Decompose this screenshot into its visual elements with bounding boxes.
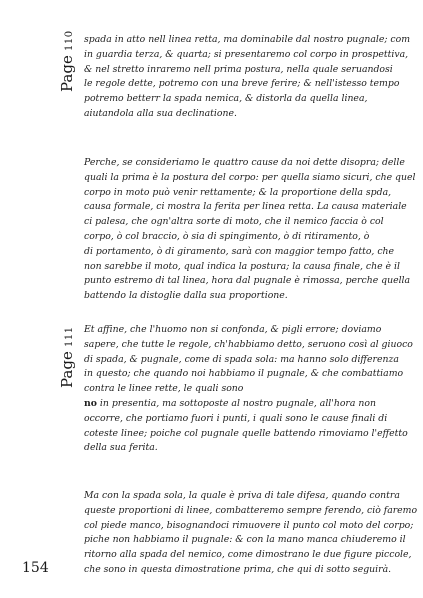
- margin-page-label-111: [58, 326, 76, 388]
- text-line: le regole dette, potremo con una breve ferire; & nell'istesso tempo: [84, 78, 400, 90]
- paragraph-2: [84, 156, 416, 304]
- text-line: della sua ferita.: [84, 442, 158, 454]
- text-line: piche non habbiamo il pugnale: & con la mano manca chiuderemo il: [84, 534, 406, 546]
- text-line: & nel stretto inraremo nell prima postura, nella quale seruandosi: [84, 63, 393, 75]
- paragraph-3: [84, 323, 413, 456]
- text-line: aiutandola alla sua declinatione.: [84, 107, 237, 119]
- text-line: Perche, se consideriamo le quattro cause da noi dette disopra; delle: [84, 157, 405, 168]
- text-line: causa formale, ci mostra la ferita per linea retta. La causa materiale: [84, 201, 407, 213]
- margin-page-number: 111: [64, 326, 75, 348]
- text-line: no in presentia, ma sottoposte al nostro pugnale, all'hora non: [84, 397, 376, 409]
- text-line: occorre, che portiamo fuori i punti, i quali sono le cause finali di: [84, 412, 388, 424]
- text-line: Et affine, che l'huomo non si confonda, & pigli errore; doviamo: [84, 324, 382, 335]
- paragraph-1: [84, 33, 411, 122]
- margin-page-label-110: [58, 30, 76, 92]
- text-line: in questo; che quando noi habbiamo il pugnale, & che combattiamo: [84, 368, 404, 380]
- text-line: col piede manco, bisognandoci rimuovere il punto col moto del corpo;: [84, 519, 414, 531]
- text-line: punto estremo di tal linea, hora dal pugnale è rimossa, perche quella: [84, 275, 411, 287]
- text-line: queste proportioni di linee, combatteremo sempre ferendo, ciò faremo: [84, 504, 418, 516]
- text-line: in guardia terza, & quarta; si presentaremo col corpo in prospettiva,: [84, 48, 409, 60]
- text-line: spada in atto nell linea retta, ma dominabile dal nostro pugnale; com: [84, 34, 411, 45]
- text-line: di spada, & pugnale, come di spada sola: ma hanno solo differenza: [84, 353, 399, 365]
- text-line: ritorno alla spada del nemico, come dimostrano le due figure piccole,: [84, 549, 412, 561]
- text-line: coteste linee; poiche col pugnale quelle battendo rimoviamo l'effetto: [84, 427, 408, 439]
- text-line: quali la prima è la postura del corpo: per quella siamo sicuri, che quel: [84, 171, 416, 183]
- margin-page-number: 110: [64, 30, 75, 52]
- margin-page-word: Page: [58, 351, 76, 388]
- text-line: di portamento, ò di giramento, sarà con maggior tempo fatto, che: [84, 245, 395, 257]
- text-line: contra le linee rette, le quali sono: [84, 383, 244, 395]
- text-line: potremo betterr la spada nemica, & distorla da quella linea,: [84, 93, 368, 105]
- text-line: corpo, ò col braccio, ò sia di spingimento, ò di ritiramento, ò: [84, 230, 370, 242]
- page-number: 154: [22, 560, 49, 576]
- text-line: Ma con la spada sola, la quale è priva di tale difesa, quando contra: [84, 490, 400, 501]
- text-line: sapere, che tutte le regole, ch'habbiamo detto, seruono così al giuoco: [84, 338, 413, 350]
- text-line: battendo la distoglie dalla sua proportione.: [84, 290, 288, 302]
- text-line: ci palesa, che ogn'altra sorte di moto, che il nemico faccia ò col: [84, 216, 384, 228]
- text-line: che sono in questa dimostratione prima, che qui di sotto seguirà.: [84, 563, 392, 575]
- bold-prefix: no: [84, 397, 97, 409]
- margin-page-word: Page: [58, 55, 76, 92]
- paragraph-4: [84, 489, 418, 578]
- text-line: non sarebbe il moto, qual indica la postura; la causa finale, che è il: [84, 260, 400, 272]
- text-line: corpo in moto può venir rettamente; & la proportione della spda,: [84, 186, 392, 198]
